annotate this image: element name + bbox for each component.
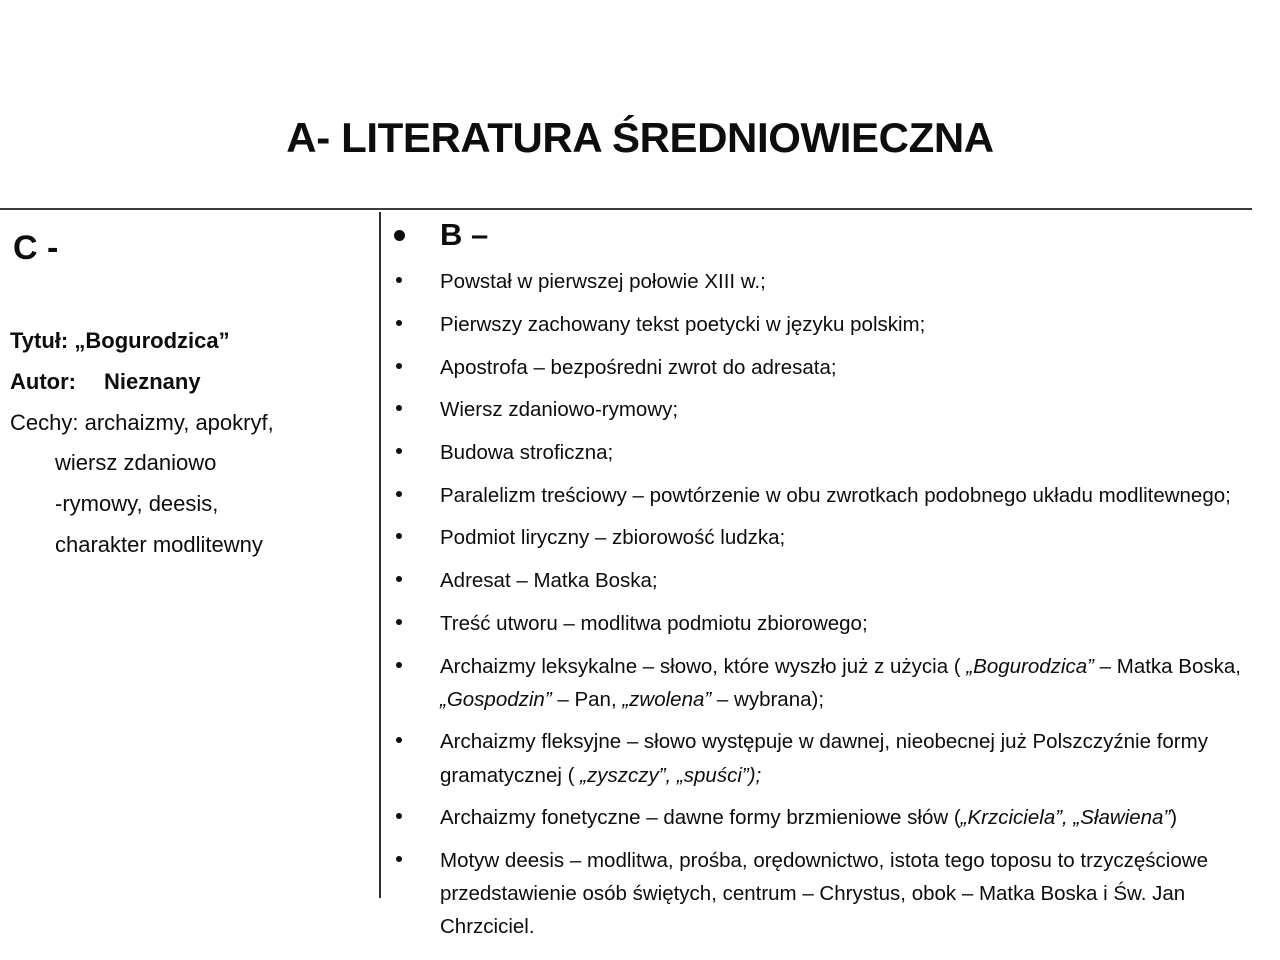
poem-features-block xyxy=(10,403,362,566)
list-item xyxy=(388,607,1280,640)
right-column-heading-row xyxy=(388,216,1280,253)
list-item-text: Motyw deesis – modlitwa, prośba, orędownictwo, istota tego toposu to trzyczęściowe przedstawienie osób świętych, centrum – Chrystus, obok – Matka Boska i Św. Jan Chrzciciel. xyxy=(440,849,1208,939)
list-item-run: – Pan, xyxy=(551,687,623,711)
page-title: A- LITERATURA ŚREDNIOWIECZNA xyxy=(286,114,994,162)
poem-features-line-2: wiersz zdaniowo xyxy=(55,450,217,476)
list-item-text: Apostrofa – bezpośredni zwrot do adresata; xyxy=(440,355,837,379)
right-column-heading: B – xyxy=(440,217,489,252)
poem-author-row xyxy=(10,362,362,403)
right-column xyxy=(388,216,1280,953)
bullet-icon xyxy=(396,576,402,582)
feature-list xyxy=(388,265,1280,943)
list-item xyxy=(388,801,1280,834)
list-item xyxy=(388,308,1280,341)
list-item xyxy=(388,265,1280,298)
list-item-run: Archaizmy fleksyjne – słowo występuje w dawnej, nieobecnej już Polszczyźnie formy gramatycznej ( xyxy=(440,730,1208,787)
list-item-text: Pierwszy zachowany tekst poetycki w języku polskim; xyxy=(440,312,926,336)
list-item xyxy=(388,725,1280,791)
bullet-icon xyxy=(396,737,402,743)
list-item-run: Archaizmy leksykalne – słowo, które wyszło już z użycia ( xyxy=(440,654,967,678)
poem-title-label: Tytuł: xyxy=(10,328,69,354)
archaic-term: „zwolena” xyxy=(622,687,712,711)
list-item xyxy=(388,650,1280,716)
list-item xyxy=(388,564,1280,597)
archaic-term: „Gospodzin” xyxy=(440,687,552,711)
list-item xyxy=(388,479,1280,512)
list-item-text xyxy=(440,655,1241,711)
bullet-icon xyxy=(396,320,402,326)
list-item-run: Archaizmy fonetyczne – dawne formy brzmieniowe słów ( xyxy=(440,806,961,830)
list-item-run: – wybrana); xyxy=(711,687,825,711)
bullet-icon xyxy=(396,405,402,411)
list-item xyxy=(388,844,1280,944)
list-item-text: Powstał w pierwszej połowie XIII w.; xyxy=(440,270,766,294)
poem-title-value: „Bogurodzica” xyxy=(74,328,230,354)
list-item-text xyxy=(440,730,1208,786)
bullet-icon xyxy=(396,491,402,497)
left-column-body xyxy=(10,321,362,565)
list-item-text: Wiersz zdaniowo-rymowy; xyxy=(440,398,679,422)
list-item-text: Budowa stroficzna; xyxy=(440,441,614,464)
archaic-term: „zyszczy”, „spuści”); xyxy=(580,763,762,787)
bullet-icon xyxy=(394,230,405,241)
bullet-icon xyxy=(396,813,402,819)
bullet-icon xyxy=(396,448,402,454)
poem-title-row xyxy=(10,321,362,362)
list-item-text: Podmiot liryczny – zbiorowość ludzka; xyxy=(440,526,786,550)
archaic-term: „Bogurodzica” xyxy=(966,654,1094,678)
bullet-icon xyxy=(396,619,402,625)
list-item xyxy=(388,521,1280,554)
list-item-text: Adresat – Matka Boska; xyxy=(440,569,658,593)
bullet-icon xyxy=(396,856,402,862)
poem-author-label: Autor: xyxy=(10,369,76,395)
bullet-icon xyxy=(396,662,402,668)
poem-features-label: Cechy: xyxy=(10,409,79,435)
poem-features-line-3: -rymowy, deesis, xyxy=(55,491,219,517)
left-column xyxy=(0,212,368,566)
bullet-icon xyxy=(396,533,402,539)
poem-author-value: Nieznany xyxy=(103,369,201,395)
bullet-icon xyxy=(396,363,402,369)
bullet-icon xyxy=(396,277,402,283)
list-item xyxy=(388,393,1280,426)
list-item-text: Paralelizm treściowy – powtórzenie w obu zwrotkach podobnego układu modlitewnego; xyxy=(440,483,1231,507)
list-item xyxy=(388,436,1280,469)
list-item-run: – Matka Boska, xyxy=(1093,654,1241,678)
poem-features-line-4: charakter modlitewny xyxy=(55,531,263,557)
list-item-run: ) xyxy=(1170,806,1178,830)
list-item-text: Treść utworu – modlitwa podmiotu zbiorowego; xyxy=(440,611,868,635)
list-item-text xyxy=(440,806,1177,829)
left-column-heading: C - xyxy=(13,229,59,267)
archaic-term: „Krzciciela”, „Sławiena” xyxy=(960,806,1171,830)
column-divider-rule xyxy=(379,212,381,898)
list-item xyxy=(388,351,1280,384)
poem-features-line-1: archaizmy, apokryf, xyxy=(84,409,274,435)
title-divider-rule xyxy=(0,208,1252,210)
